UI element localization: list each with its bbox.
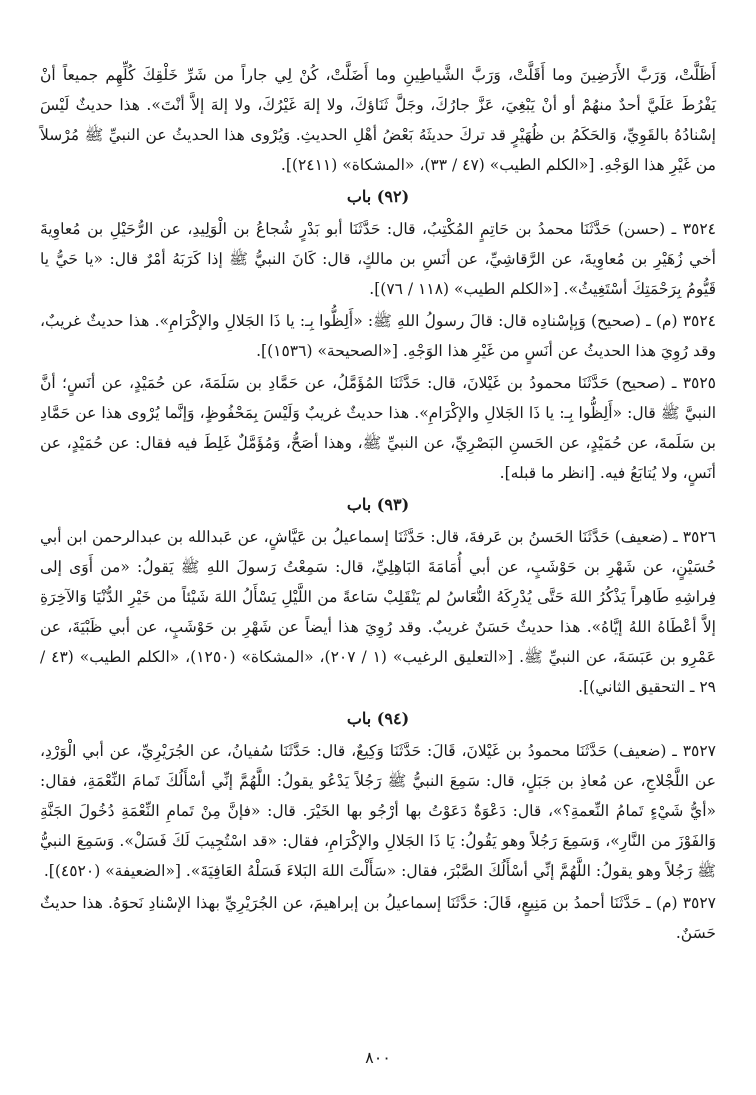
page-body	[40, 60, 716, 948]
chapter-heading: (٩٢) باب	[346, 187, 410, 206]
hadith-paragraph: ٣٥٢٦ ـ (ضعيف) حَدَّثَنَا الحَسنُ بن عَرفةَ، قال: حَدَّثَنَا إسماعيلُ بن عَيَّاشٍ، عن عَبدالله بن عبدالرحمن ابن أبي حُسَيْنٍ، عن شَهْرِ بن حَوْشَبٍ، عن أبي أُمَامَةَ البَاهِلِيِّ، قال: سَمِعْتُ رَسولَ اللهِ ﷺ يَقولُ: «من أَوَى إلى فِراشِهِ طَاهِراً يَذْكُرُ اللهَ حَتَّى يُدْرِكَهُ النُّعَاسُ لم يَنْقَلِبْ سَاعةً من اللَّيْلِ يَسْأَلُ اللهَ شَيْئاً من خَيْرِ الدُّنْيَا وَالآخِرَةِ إلاَّ أعْطَاهُ اللهُ إيَّاهُ». هذا حديثٌ حَسَنٌ غريبٌ. وقد رُوِيَ هذا أيضاً عن شَهْرِ بن حَوْشَبٍ، عن أبي ظَبْيَةَ، عن عَمْرِو بن عَبَسَةَ، عن النبيِّ ﷺ. [«التعليق الرغيب» (١ / ٢٠٧)، «المشكاة» (١٢٥٠)، «الكلم الطيب» (٤٣ / ٢٩ ـ التحقيق الثاني)].	[40, 528, 716, 696]
hadith-paragraph: ٣٥٢٧ ـ (ضعيف) حَدَّثَنَا محمودُ بن غَيْلانَ، قَالَ: حَدَّثَنَا وَكِيعٌ، قال: حَدَّثَنَا سُفيانُ، عن الجُرَيْرِيِّ، عن أبي الْوَرْدِ، عن اللَّجْلاجِ، عن مُعاذِ بن جَبَلٍ، قال: سَمِعَ النبيُّ ﷺ رَجُلاً يَدْعُو يقولُ: اللَّهُمَّ إنِّي أسْأَلُكَ تَمامَ النِّعْمَةِ، فقال: «أيُّ شَيْءٍ تَمامُ النِّعمةِ؟»، قال: دَعْوَةٌ دَعَوْتُ بها أرْجُو بها الخَيْرَ. قال: «فإنَّ مِنْ تَمامِ النِّعْمَةِ دُخُولَ الجَنَّةِ وَالفَوْزَ من النَّارِ»، وَسَمِعَ رَجُلاً وهو يَقُولُ: يَا ذَا الجَلالِ والإكْرَامِ، فقال: «قد اسْتُجِيبَ لَكَ فَسَلْ». وَسَمِعَ النبيُّ ﷺ رَجُلاً وهو يقولُ: اللَّهُمَّ إنِّي أسْأَلُكَ الصَّبْرَ، فقال: «سَأَلْتَ اللهَ البَلاءَ فَسَلْهُ العَافِيَةَ». [«الضعيفة» (٤٥٢٠)].	[40, 742, 716, 880]
hadith-paragraph: ٣٥٢٤ (م) ـ (صحيح) وَبِإسْنادِه قال: قالَ رسولُ اللهِ ﷺ: «أَلِظُّوا بِـ: يا ذَا الجَلالِ والإكْرَامِ». هذا حديثٌ غريبٌ، وقد رُوِيَ هذا الحديثُ عن أنَسٍ من غَيْرِ هذا الوَجْهِ. [«الصحيحة» (١٥٣٦)].	[40, 312, 716, 360]
hadith-paragraph: ٣٥٢٧ (م) ـ حَدَّثَنَا أحمدُ بن مَنِيعٍ، قَالَ: حَدَّثَنَا إسماعيلُ بن إبراهيمَ، عن الجُرَيْرِيِّ بهذا الإسْنادِ نَحوَهُ. هذا حديثٌ حَسَنٌ.	[40, 894, 716, 942]
chapter-heading: (٩٣) باب	[346, 495, 410, 514]
chapter-heading: (٩٤) باب	[346, 709, 410, 728]
page-number: ٨٠٠	[365, 1048, 391, 1067]
hadith-paragraph: ٣٥٢٥ ـ (صحيح) حَدَّثَنَا محمودُ بن غَيْلانَ، قال: حَدَّثَنَا المُؤَمَّلُ، عن حَمَّادِ بن سَلَمَةَ، عن حُمَيْدٍ، عن أنَسٍ؛ أنَّ النبيَّ ﷺ قال: «أَلِظُّوا بِـ: يا ذَا الجَلالِ والإكْرَامِ». هذا حديثٌ غريبٌ وَلَيْسَ بِمَحْفُوظٍ، وَإنَّما يُرْوى هذا عن حَمَّادِ بن سَلَمةَ، عن حُمَيْدٍ، عن الحَسنِ البَصْرِيِّ، عن النبيِّ ﷺ، وهذا أصَحُّ، وَمُؤَمَّلٌ غَلِطَ فيه فقال: عن حُمَيْدٍ، عن أنَسٍ، ولا يُتابَعُ فيه. [انظر ما قبله].	[40, 374, 716, 482]
hadith-paragraph: ٣٥٢٤ ـ (حسن) حَدَّثَنَا محمدُ بن حَاتِمٍ المُكْتِبُ، قال: حَدَّثَنَا أبو بَدْرٍ شُجاعُ بن الْوَلِيدِ، عن الرُّحَيْلِ بن مُعاوِيةَ أخي زُهَيْرِ بن مُعاوِيةَ، عن الرَّقاشِيِّ، عن أنَسِ بن مالكٍ، قال: كَانَ النبيُّ ﷺ إذا كَرَبَهُ أمْرٌ قال: «يا حَيُّ يا قَيُّومُ بِرَحْمَتِكَ أسْتَغِيثُ». [«الكلم الطيب» (١١٨ / ٧٦)].	[40, 220, 716, 298]
hadith-paragraph: أَظَلَّتْ، وَرَبَّ الأَرَضِينَ وما أَقَلَّتْ، وَرَبَّ الشَّياطِينِ وما أَضَلَّتْ، كُنْ لِي جاراً من شَرِّ خَلْقِكَ كُلِّهِم جميعاً أنْ يَفْرُطَ عَلَيَّ أحدٌ منهُمْ أو أنْ يَبْغِيَ، عَزَّ جارُكَ، وجَلَّ ثَنَاؤكَ، ولا إلهَ غَيْرُكَ، ولا إلهَ إلاَّ أنْتَ». هذا حديثٌ لَيْسَ إسْنادُهُ بالقَوِيِّ، وَالحَكَمُ بن ظُهَيْرٍ قد تركَ حديثَهُ بَعْضُ أهْلِ الحديثِ. وَيُرْوى هذا الحديثُ عن النبيِّ ﷺ مُرْسلاً من غَيْرِ هذا الوَجْهِ. [«الكلم الطيب» (٤٧ / ٣٣)، «المشكاة» (٢٤١١)].	[40, 66, 716, 174]
